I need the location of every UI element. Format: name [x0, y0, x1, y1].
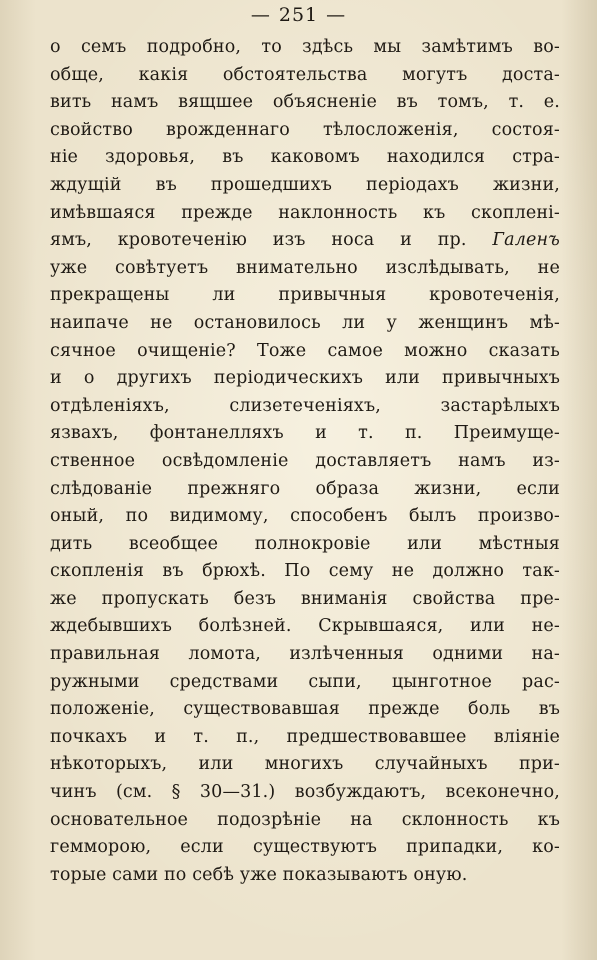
text-line: ждущій въ прошедшихъ періодахъ жизни,: [50, 174, 560, 195]
text-line: оный, по видимому, способенъ былъ произво-: [50, 506, 560, 527]
text-line: слѣдованіе прежняго образа жизни, если: [50, 478, 560, 499]
text-line: положеніе, существовавшая прежде боль въ: [50, 699, 560, 720]
text-line-with-name: [50, 227, 560, 255]
header-dash-left: —: [250, 4, 271, 26]
text-line: скопленія въ брюхѣ. По сему не должно так-: [50, 561, 560, 582]
text-line: наипаче не остановилось ли у женщинъ мѣ-: [50, 312, 560, 333]
text-line: ственное освѣдомленіе доставляетъ намъ из-: [50, 450, 560, 471]
text-line: ружными средствами сыпи, цынготное рас-: [50, 671, 560, 692]
text-line: отдѣленіяхъ, слизетеченіяхъ, застарѣлыхъ: [50, 395, 560, 416]
text-line-last: торые сами по себѣ уже показываютъ оную.: [50, 864, 468, 885]
text-line: вить намъ вящшее объясненіе въ томъ, т. е.: [50, 92, 560, 113]
text-line: почкахъ и т. п., предшествовавшее вліяніе: [50, 726, 560, 747]
text-line: о семъ подробно, то здѣсь мы замѣтимъ во-: [50, 37, 560, 57]
text-line: же пропускать безъ вниманія свойства пре-: [50, 588, 560, 609]
header-dash-right: —: [326, 4, 347, 26]
text-line: сячное очищеніе? Тоже самое можно сказать: [50, 340, 560, 361]
page-number: 251: [278, 4, 319, 26]
text-line: ніе здоровья, въ каковомъ находился стра-: [50, 147, 560, 168]
text-line-part: ямъ, кровотеченію изъ носа и пр.: [50, 230, 467, 251]
italic-name: Галенъ: [492, 230, 560, 251]
text-line: имѣвшаяся прежде наклонность къ скопленi-: [50, 202, 560, 223]
text-line: основательное подозрѣніе на склонность къ: [50, 809, 560, 830]
text-line: чинъ (см. § 30—31.) возбуждаютъ, всеконечно,: [50, 782, 560, 803]
page-header: [0, 4, 597, 26]
text-line: нѣкоторыхъ, или многихъ случайныхъ при-: [50, 754, 560, 775]
text-line: ждебывшихъ болѣзней. Скрывшаяся, или не-: [50, 616, 560, 637]
text-line: прекращены ли привычныя кровотеченія,: [50, 285, 560, 306]
text-line: дить всеобщее полнокровіе или мѣстныя: [50, 533, 560, 554]
text-line: язвахъ, фонтанелляхъ и т. п. Преимуще-: [50, 423, 560, 444]
text-line: правильная ломота, излѣченныя одними на-: [50, 644, 560, 665]
text-line: гемморою, если существуютъ припадки, ко-: [50, 837, 560, 858]
text-line: свойство врожденнаго тѣлосложенія, состоя-: [50, 119, 560, 140]
body-text: [50, 34, 560, 889]
text-line: и о другихъ періодическихъ или привычныхъ: [50, 368, 560, 389]
text-line: уже совѣтуетъ внимательно изслѣдывать, не: [50, 257, 560, 278]
text-line: обще, какія обстоятельства могутъ доста-: [50, 64, 560, 85]
